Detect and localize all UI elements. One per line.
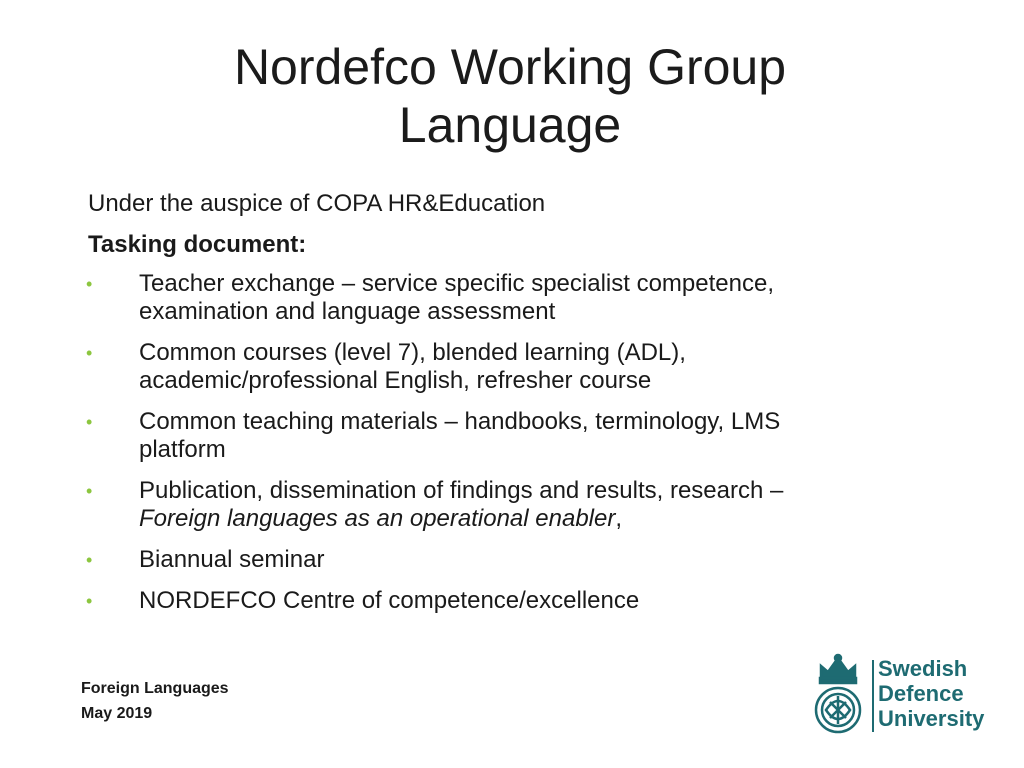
list-item [88, 477, 888, 533]
bullet-icon: • [86, 412, 93, 432]
tasking-label: Tasking document: [88, 231, 307, 258]
logo-wordmark [878, 656, 984, 731]
tasking-list [88, 270, 888, 615]
logo-line-2: Defence [878, 681, 964, 706]
bullet-icon: • [86, 343, 93, 363]
title-line-1: Nordefco Working Group [233, 39, 787, 95]
bullet-icon: • [86, 591, 93, 611]
logo-line-3: University [878, 706, 985, 731]
list-item-line: Common courses (level 7), blended learning (ADL), [139, 339, 686, 366]
crowned-seal-icon [812, 652, 864, 738]
list-item [88, 408, 888, 464]
list-item-line: academic/professional English, refresher course [139, 367, 652, 394]
logo-line-1: Swedish [878, 656, 968, 681]
page-title [150, 38, 870, 154]
list-item-line [139, 505, 888, 533]
list-item [88, 270, 888, 326]
list-item [88, 339, 888, 395]
list-item-line: Common teaching materials – handbooks, terminology, LMS [139, 408, 781, 435]
list-item-line: Teacher exchange – service specific specialist competence, [139, 270, 774, 297]
logo-divider [872, 660, 874, 732]
intro-text: Under the auspice of COPA HR&Education [88, 190, 546, 217]
bullet-icon: • [86, 481, 93, 501]
list-item [88, 546, 888, 574]
list-item-tail: , [615, 505, 623, 532]
footer-date: May 2019 [81, 705, 153, 722]
footer-department: Foreign Languages [81, 680, 229, 697]
list-item-line: Publication, dissemination of findings and results, research – [139, 477, 784, 504]
slide-body [88, 188, 888, 628]
bullet-icon: • [86, 274, 93, 294]
footer [81, 676, 229, 726]
list-item-line: Biannual seminar [139, 546, 325, 573]
list-item-line: platform [139, 436, 226, 463]
italic-title: Foreign languages as an operational enabler [139, 505, 616, 532]
bullet-icon: • [86, 550, 93, 570]
university-logo [812, 652, 992, 738]
list-item-line: NORDEFCO Centre of competence/excellence [139, 587, 640, 614]
list-item [88, 587, 888, 615]
title-line-2: Language [398, 97, 622, 153]
list-item-line: examination and language assessment [139, 298, 556, 325]
